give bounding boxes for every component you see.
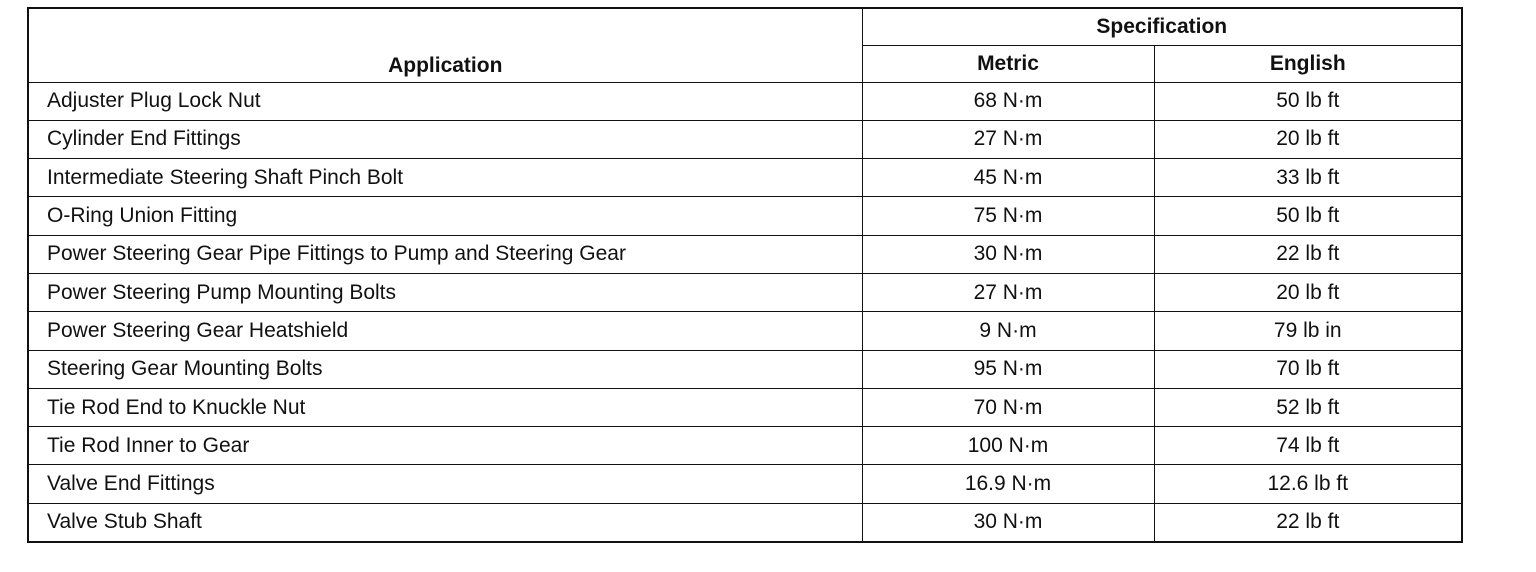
- metric-cell: 27 N·m: [862, 273, 1154, 311]
- table-row: [28, 159, 1462, 197]
- application-cell: Tie Rod End to Knuckle Nut: [28, 388, 862, 426]
- metric-cell: 45 N·m: [862, 159, 1154, 197]
- table-body: [28, 82, 1462, 542]
- application-cell: Cylinder End Fittings: [28, 120, 862, 158]
- english-cell: 12.6 lb ft: [1154, 465, 1462, 503]
- metric-cell: 95 N·m: [862, 350, 1154, 388]
- metric-cell: 27 N·m: [862, 120, 1154, 158]
- table-row: [28, 235, 1462, 273]
- english-cell: 52 lb ft: [1154, 388, 1462, 426]
- english-cell: 22 lb ft: [1154, 503, 1462, 541]
- english-cell: 20 lb ft: [1154, 120, 1462, 158]
- metric-cell: 9 N·m: [862, 312, 1154, 350]
- metric-cell: 70 N·m: [862, 388, 1154, 426]
- english-cell: 70 lb ft: [1154, 350, 1462, 388]
- english-cell: 20 lb ft: [1154, 273, 1462, 311]
- table-row: [28, 197, 1462, 235]
- application-cell: Steering Gear Mounting Bolts: [28, 350, 862, 388]
- table-header: [28, 8, 1462, 82]
- table-row: [28, 388, 1462, 426]
- english-column-header: English: [1154, 45, 1462, 82]
- metric-cell: 30 N·m: [862, 503, 1154, 541]
- table-row: [28, 120, 1462, 158]
- application-cell: Intermediate Steering Shaft Pinch Bolt: [28, 159, 862, 197]
- english-cell: 50 lb ft: [1154, 197, 1462, 235]
- english-cell: 22 lb ft: [1154, 235, 1462, 273]
- english-cell: 74 lb ft: [1154, 427, 1462, 465]
- application-cell: Valve End Fittings: [28, 465, 862, 503]
- metric-column-header: Metric: [862, 45, 1154, 82]
- table-row: [28, 82, 1462, 120]
- table-row: [28, 427, 1462, 465]
- application-cell: O-Ring Union Fitting: [28, 197, 862, 235]
- table-row: [28, 465, 1462, 503]
- table-row: [28, 273, 1462, 311]
- english-cell: 50 lb ft: [1154, 82, 1462, 120]
- table-row: [28, 350, 1462, 388]
- application-column-header: Application: [28, 8, 862, 82]
- table-row: [28, 312, 1462, 350]
- english-cell: 79 lb in: [1154, 312, 1462, 350]
- application-cell: Power Steering Pump Mounting Bolts: [28, 273, 862, 311]
- specification-table: [27, 7, 1463, 543]
- application-cell: Adjuster Plug Lock Nut: [28, 82, 862, 120]
- application-cell: Power Steering Gear Pipe Fittings to Pump and Steering Gear: [28, 235, 862, 273]
- specification-group-header: Specification: [862, 8, 1462, 45]
- application-cell: Valve Stub Shaft: [28, 503, 862, 541]
- application-cell: Power Steering Gear Heatshield: [28, 312, 862, 350]
- metric-cell: 75 N·m: [862, 197, 1154, 235]
- metric-cell: 30 N·m: [862, 235, 1154, 273]
- metric-cell: 68 N·m: [862, 82, 1154, 120]
- table-row: [28, 503, 1462, 541]
- header-row-top: [28, 8, 1462, 45]
- metric-cell: 100 N·m: [862, 427, 1154, 465]
- application-cell: Tie Rod Inner to Gear: [28, 427, 862, 465]
- english-cell: 33 lb ft: [1154, 159, 1462, 197]
- metric-cell: 16.9 N·m: [862, 465, 1154, 503]
